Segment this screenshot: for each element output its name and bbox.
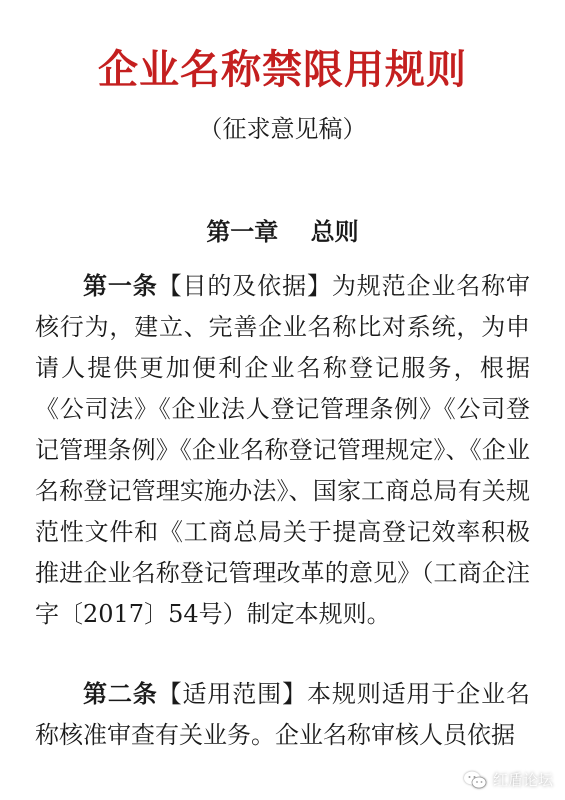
- article-2: [35, 673, 530, 756]
- watermark: [463, 769, 553, 790]
- article-2-number: 第二条: [83, 679, 158, 708]
- article-1-number: 第一条: [83, 271, 158, 300]
- article-1-text: 为规范企业名称审核行为，建立、完善企业名称比对系统，为申请人提供更加便利企业名称登记服务，根据《公司法》《企业法人登记管理条例》《公司登记管理条例》《企业名称登记管理规定》、《企业名称登记管理实施办法》、国家工商总局有关规范性文件和《工商总局关于提高登记效率积极推进企业名称登记管理改革的意见》（工商企注字〔2017〕54号）制定本规则。: [35, 272, 531, 628]
- document-subtitle: （征求意见稿）: [198, 115, 367, 143]
- chapter-heading: 第一章 总则: [206, 217, 359, 246]
- watermark-label: 红盾论坛: [492, 771, 553, 789]
- article-1: [35, 265, 530, 635]
- article-2-heading: 【适用范围】: [157, 680, 307, 708]
- article-1-heading: 【目的及依据】: [157, 272, 332, 300]
- article-2-text: 本规则适用于企业名称核准审查有关业务。企业名称审核人员依据: [35, 680, 531, 749]
- document-title: 企业名称禁限用规则: [98, 47, 467, 93]
- wechat-icon: [463, 770, 487, 790]
